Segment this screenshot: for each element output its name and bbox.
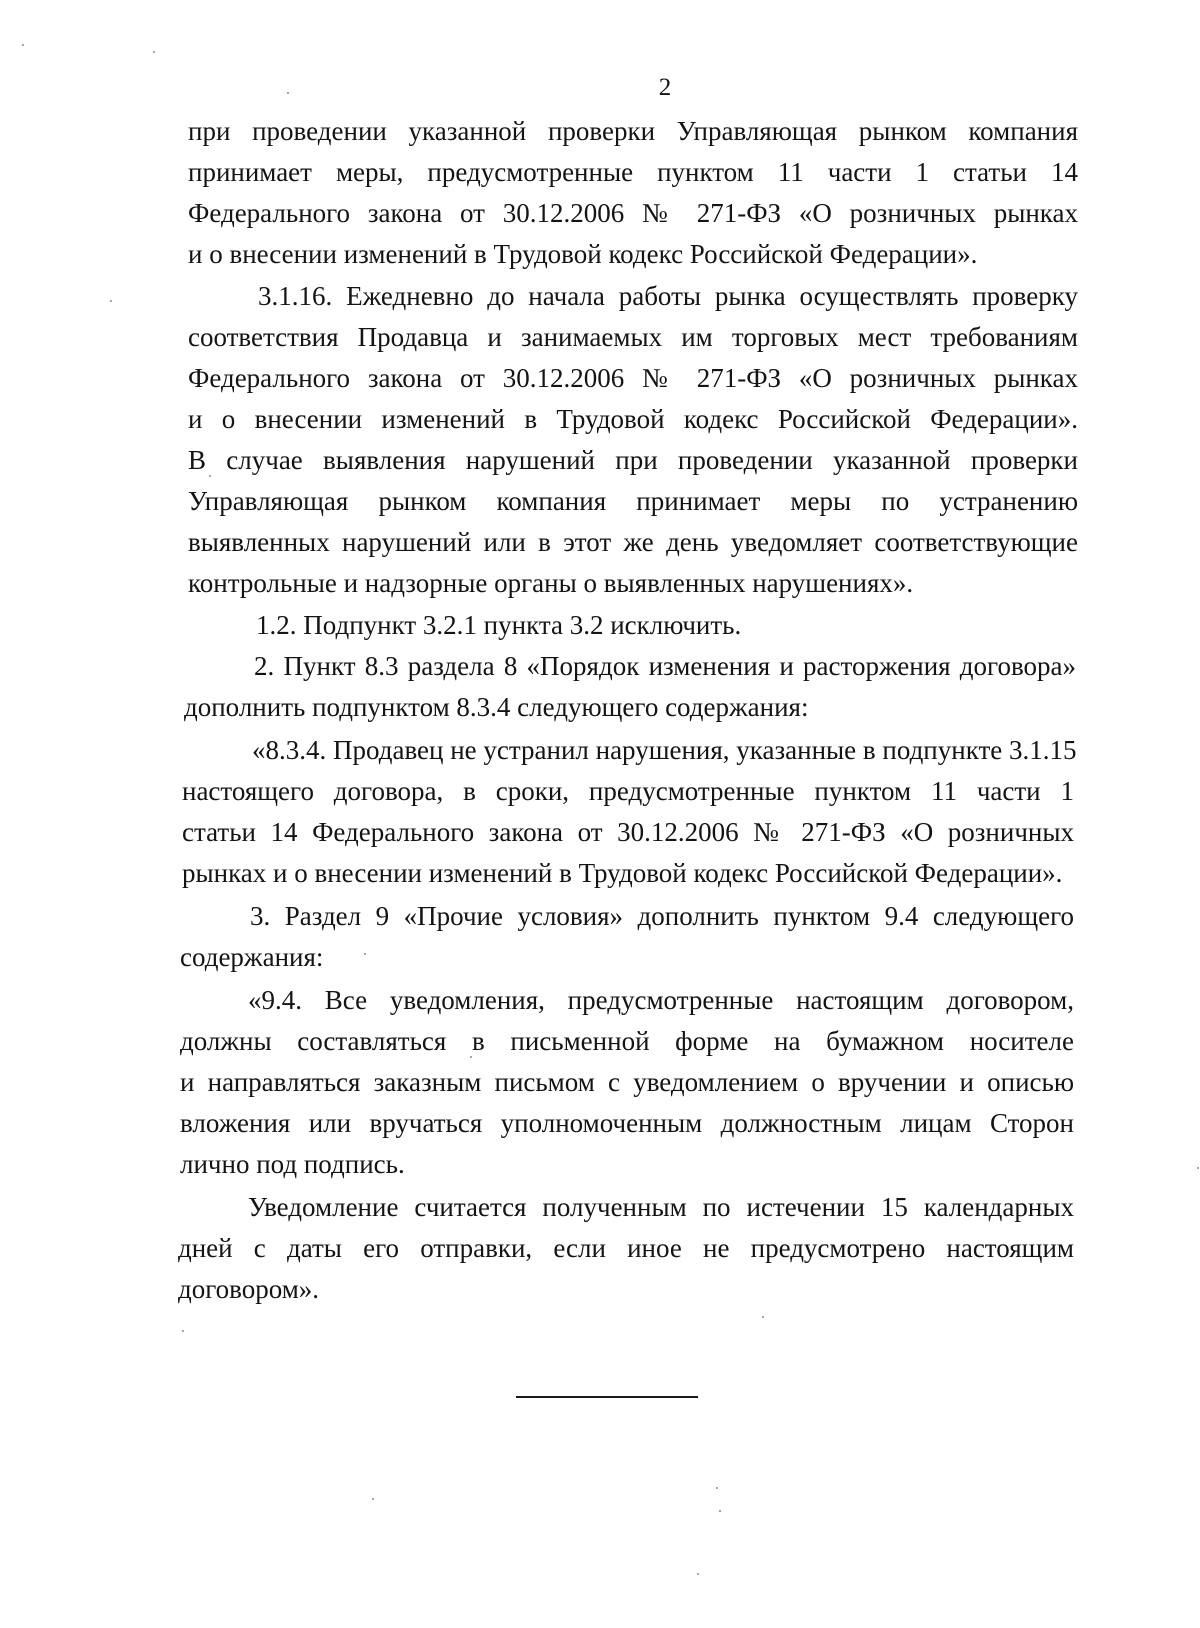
paragraph-3-1-16 xyxy=(188,276,1078,604)
paragraph-continuation xyxy=(188,111,1078,275)
text-line: рынках и о внесении изменений в Трудовой кодекс Российской Федерации». xyxy=(182,858,1063,888)
paragraph-notice xyxy=(178,1187,1074,1310)
scan-speck xyxy=(762,1316,764,1318)
text-line: и направляться заказным письмом с уведомлением о вручении и описью xyxy=(180,1067,1074,1097)
scan-speck xyxy=(372,1498,374,1500)
text-line: выявленных нарушений или в этот же день уведомляет соответствующие xyxy=(188,527,1078,557)
text-line: контрольные и надзорные органы о выявленных нарушениях». xyxy=(188,568,914,598)
text-line: и о внесении изменений в Трудовой кодекс Российской Федерации». xyxy=(188,239,978,269)
scan-speck xyxy=(364,953,366,955)
scan-speck xyxy=(719,1510,721,1512)
text-line: Уведомление считается полученным по истечении 15 календарных xyxy=(248,1192,1074,1222)
paragraph-8-3-4 xyxy=(182,730,1077,894)
scan-speck xyxy=(110,300,112,302)
text-line: принимает меры, предусмотренные пунктом 11 части 1 статьи 14 xyxy=(188,157,1078,187)
scan-speck xyxy=(1197,1167,1199,1169)
text-line: Управляющая рынком компания принимает меры по устранению xyxy=(188,486,1078,516)
text-line: 2. Пункт 8.3 раздела 8 «Порядок изменения и расторжения договора» xyxy=(254,651,1076,681)
text-line: дополнить подпунктом 8.3.4 следующего содержания: xyxy=(184,692,809,722)
text-line: 1.2. Подпункт 3.2.1 пункта 3.2 исключить. xyxy=(256,610,742,640)
text-line: В случае выявления нарушений при проведении указанной проверки xyxy=(188,445,1078,475)
scan-speck xyxy=(470,1056,472,1058)
paragraph-2 xyxy=(184,646,1076,728)
text-line: 3.1.16. Ежедневно до начала работы рынка осуществлять проверку xyxy=(258,281,1078,311)
scan-speck xyxy=(22,44,24,46)
paragraph-9-4 xyxy=(180,980,1074,1185)
page-number: 2 xyxy=(658,74,672,101)
scan-speck xyxy=(153,51,155,53)
text-line: договором». xyxy=(178,1274,320,1304)
text-line: лично под подпись. xyxy=(180,1149,405,1179)
text-line: настоящего договора, в сроки, предусмотренные пунктом 11 части 1 xyxy=(182,776,1074,806)
text-line: Федерального закона от 30.12.2006 № 271-ФЗ «О розничных рынках xyxy=(188,198,1078,228)
paragraph-1-2 xyxy=(256,605,1076,646)
scan-speck xyxy=(287,92,289,94)
text-line: «8.3.4. Продавец не устранил нарушения, указанные в подпункте 3.1.15 xyxy=(252,735,1077,765)
text-line: 3. Раздел 9 «Прочие условия» дополнить пунктом 9.4 следующего xyxy=(250,901,1074,931)
scan-speck xyxy=(182,1330,184,1332)
text-line: при проведении указанной проверки Управляющая рынком компания xyxy=(188,116,1078,146)
text-line: вложения или вручаться уполномоченным должностным лицам Сторон xyxy=(180,1108,1074,1138)
scan-speck xyxy=(716,1487,718,1489)
text-line: и о внесении изменений в Трудовой кодекс Российской Федерации». xyxy=(188,404,1078,434)
text-line: «9.4. Все уведомления, предусмотренные настоящим договором, xyxy=(248,985,1074,1015)
text-line: статьи 14 Федерального закона от 30.12.2006 № 271-ФЗ «О розничных xyxy=(182,817,1074,847)
scan-speck xyxy=(697,1573,699,1575)
text-line: дней с даты его отправки, если иное не предусмотрено настоящим xyxy=(178,1233,1074,1263)
text-line: содержания: xyxy=(180,942,324,972)
text-line: соответствия Продавца и занимаемых им торговых мест требованиям xyxy=(188,322,1078,352)
text-line: должны составляться в письменной форме на бумажном носителе xyxy=(180,1026,1074,1056)
end-separator-line xyxy=(516,1396,698,1398)
text-line: Федерального закона от 30.12.2006 № 271-ФЗ «О розничных рынках xyxy=(188,363,1078,393)
paragraph-3 xyxy=(180,896,1074,978)
scan-speck xyxy=(209,475,211,477)
